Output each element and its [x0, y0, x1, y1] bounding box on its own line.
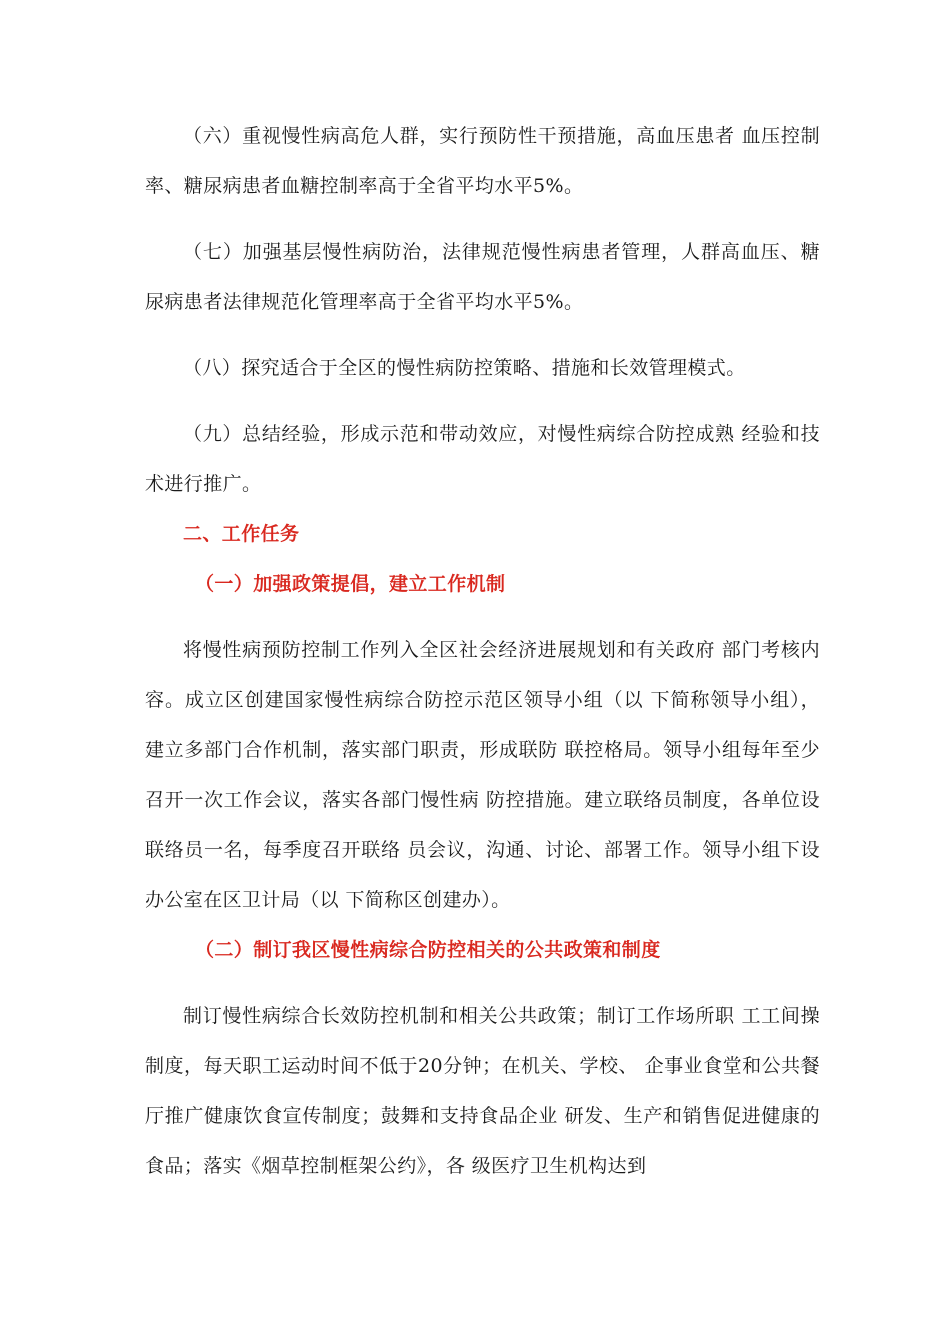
document-body [145, 111, 820, 1191]
paragraph-policy-mechanism: 将慢性病预防控制工作列入全区社会经济进展规划和有关政府 部门考核内容。成立区创建国家慢性病综合防控示范区领导小组（以 下简称领导小组），建立多部门合作机制，落实部门职责，形成联防 联控格局。领导小组每年至少召开一次工作会议，落实各部门慢性病 防控措施。建立联络员制度，各单位设联络员一名，每季度召开联络 员会议，沟通、讨论、部署工作。领导小组下设办公室在区卫计局（以 下简称区创建办）。 [145, 639, 820, 911]
paragraph-public-policy: 制订慢性病综合长效防控机制和相关公共政策；制订工作场所职 工工间操制度，每天职工运动时间不低于20分钟；在机关、学校、 企事业食堂和公共餐厅推广健康饮食宣传制度；鼓舞和支持食品企业 研发、生产和销售促进健康的食品；落实《烟草控制框架公约》，各 级医疗卫生机构达到 [145, 1005, 820, 1177]
subsection-heading-policy: （一）加强政策提倡，建立工作机制 [195, 573, 506, 595]
paragraph-item-8: （八）探究适合于全区的慢性病防控策略、措施和长效管理模式。 [183, 357, 746, 379]
paragraph-item-9: （九）总结经验，形成示范和带动效应，对慢性病综合防控成熟 经验和技术进行推广。 [145, 423, 820, 495]
paragraph-item-6: （六）重视慢性病高危人群，实行预防性干预措施，高血压患者 血压控制率、糖尿病患者血糖控制率高于全省平均水平5%。 [145, 125, 820, 197]
subsection-heading-public-policy: （二）制订我区慢性病综合防控相关的公共政策和制度 [195, 939, 661, 961]
section-heading-work-tasks: 二、工作任务 [183, 523, 300, 545]
paragraph-item-7: （七）加强基层慢性病防治，法律规范慢性病患者管理，人群高血压、糖尿病患者法律规范化管理率高于全省平均水平5%。 [145, 241, 820, 313]
